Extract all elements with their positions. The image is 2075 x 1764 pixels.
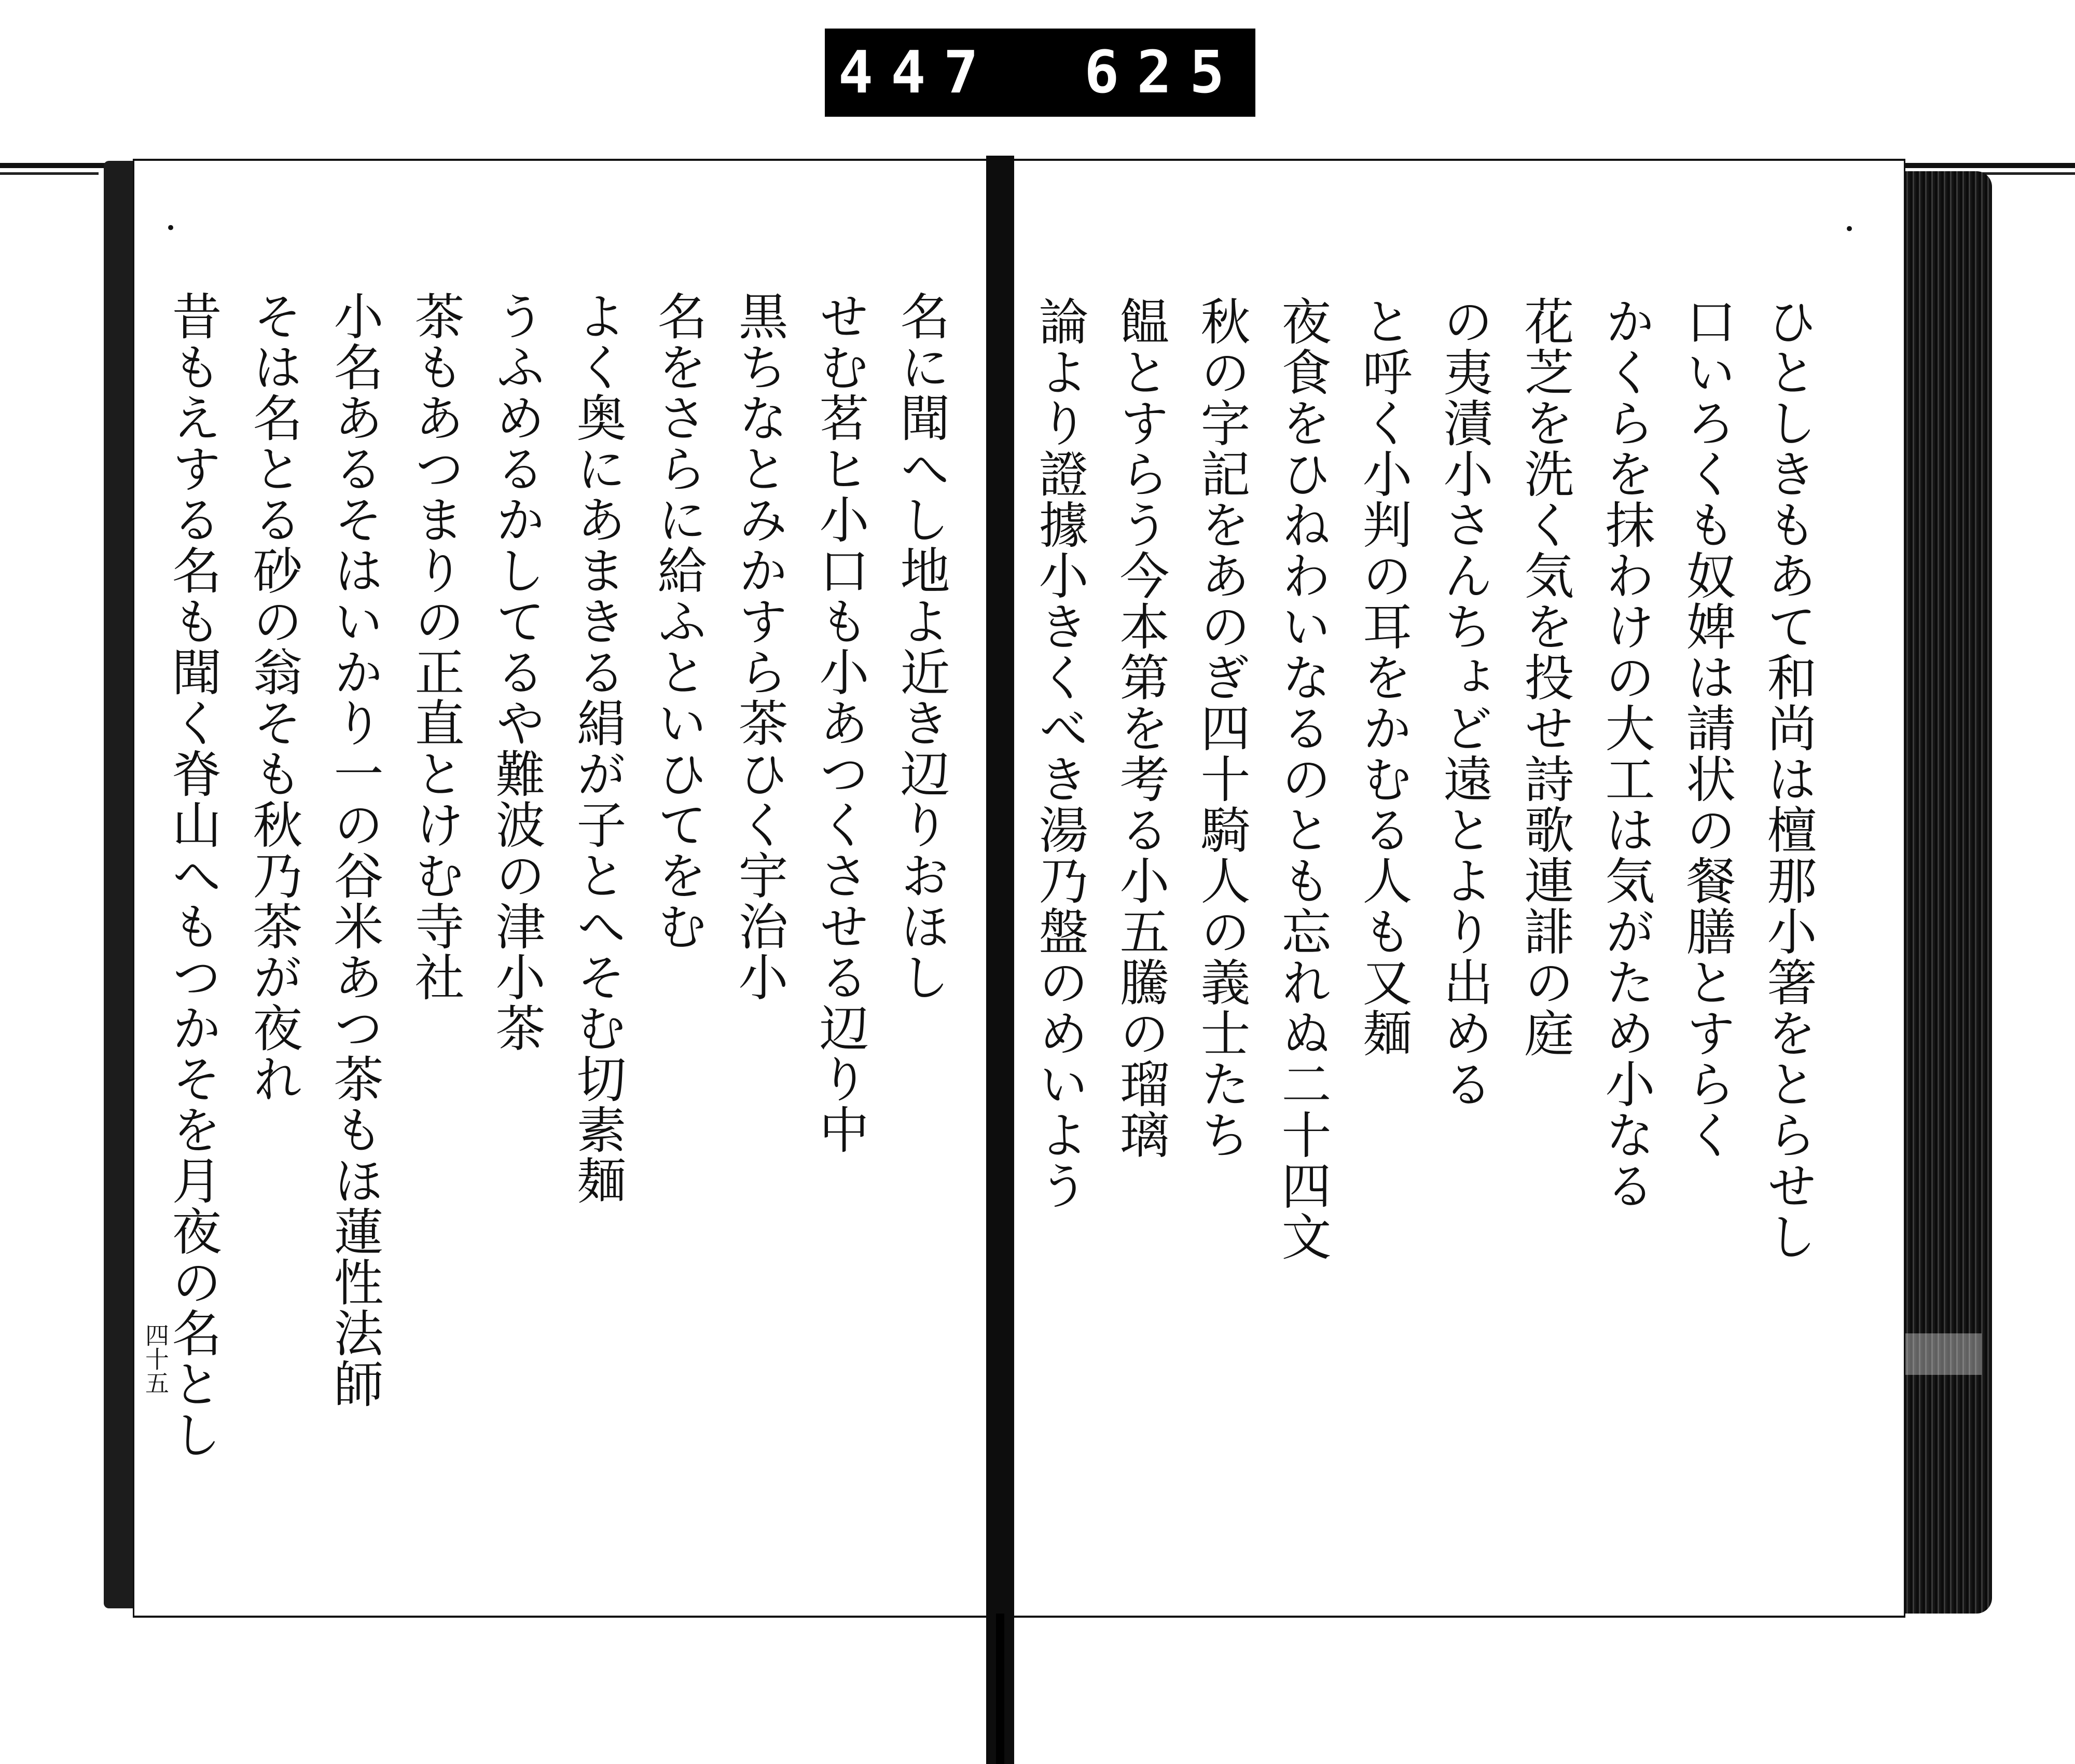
right-column-2: 口いろくも奴婢は請状の餐膳とすらく <box>1678 296 1736 1160</box>
right-column-6: と呼く小判の耳をかむる人も又麺 <box>1354 296 1413 1058</box>
left-column-2: せむ茗ヒ小口も小あつくさせる辺り中 <box>811 291 869 1155</box>
left-column-9: そは名とる砂の翁そも秋乃茶が夜れ <box>245 291 303 1104</box>
left-column-10: 昔もえする名も聞く脊山へもつかそを月夜の名とし <box>164 291 222 1460</box>
top-rule-left-fragment <box>0 172 99 175</box>
archive-label <box>825 29 1255 117</box>
left-page-text <box>164 291 962 1577</box>
right-page <box>1014 159 1905 1618</box>
left-column-6: うふめるかしてるや難波の津小茶 <box>488 291 546 1053</box>
right-column-4: 花芝を洗く気を投せ詩歌連誹の庭 <box>1516 296 1574 1058</box>
right-column-1: ひとしきもあて和尚は檀那小箸をとらせし <box>1759 296 1817 1262</box>
right-page-text <box>1031 296 1829 1582</box>
left-column-5: よく奥にあまきる絹が子とへそむ切素麺 <box>569 291 627 1206</box>
right-column-10: 論より證據小きくべき湯乃盤のめいよう <box>1031 296 1089 1211</box>
left-column-8: 小名あるそはいかり一の谷米あつ茶もほ蓮性法師 <box>326 291 384 1409</box>
corner-mark: • <box>165 218 176 239</box>
open-book <box>104 156 1992 1624</box>
right-column-8: 秋の字記をあのぎ四十騎人の義士たち <box>1193 296 1251 1160</box>
gutter-binding-line <box>996 1614 1004 1764</box>
book-right-page-edges <box>1904 171 1992 1614</box>
left-column-7: 茶もあつまりの正直とけむ寺社 <box>407 291 465 1002</box>
right-column-3: かくらを抹わけの大工は気がため小なる <box>1597 296 1655 1211</box>
right-column-7: 夜食をひねわいなるのとも忘れぬ二十四文 <box>1274 296 1332 1262</box>
label-number-right: 625 <box>1084 39 1242 106</box>
corner-mark: • <box>1844 219 1855 240</box>
label-number-left: 447 <box>838 39 996 106</box>
book-left-edge <box>104 161 133 1608</box>
right-column-5: の夷漬小さんちょど遠とより出める <box>1435 296 1493 1109</box>
right-column-9: 饂とすらう今本第を考る小五騰の瑠璃 <box>1112 296 1170 1160</box>
left-column-4: 名をさらに給ふといひてをむ <box>649 291 708 952</box>
left-column-3: 黒ちなとみかすら茶ひく宇治小 <box>730 291 789 1002</box>
left-page <box>133 159 988 1618</box>
book-gutter <box>986 156 1014 1764</box>
page-folio: 四十五 <box>142 1323 170 1395</box>
left-column-1: 名に聞へし地よ近き辺りおほし <box>892 291 950 1002</box>
